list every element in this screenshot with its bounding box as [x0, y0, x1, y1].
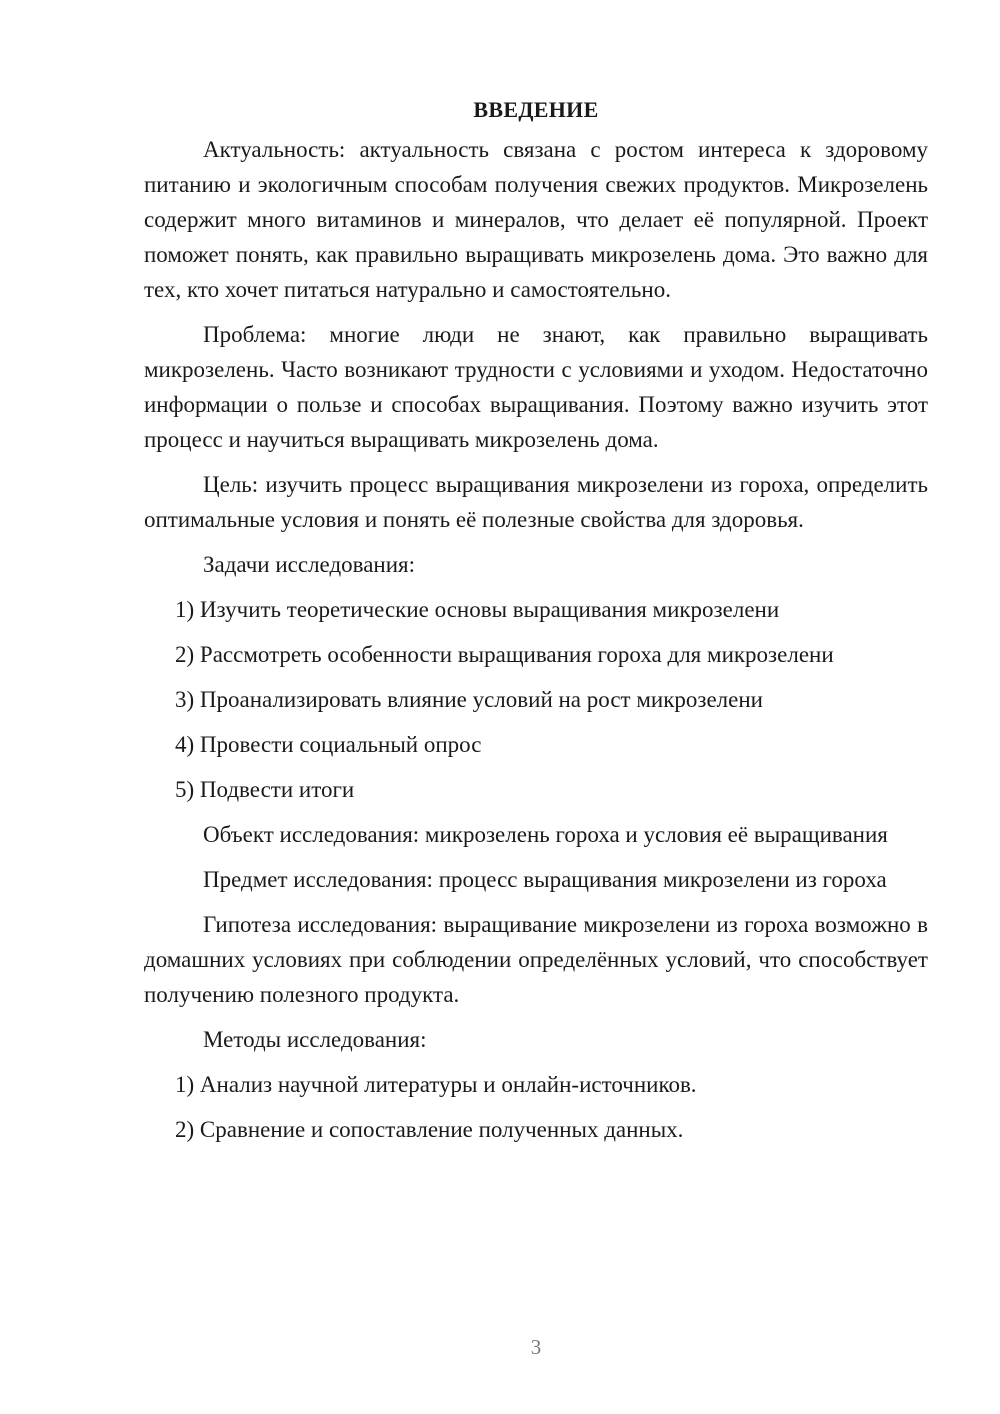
method-item: 2) Сравнение и сопоставление полученных данных. — [175, 1117, 684, 1142]
problem-paragraph: Проблема: многие люди не знают, как правильно выращивать микрозелень. Часто возникают трудности с условиями и уходом. Недостаточно информации о пользе и способах выращивания. Поэтому важно изучить этот процесс и научиться выращивать микрозелень дома. — [144, 322, 928, 452]
page-number: 3 — [530, 1335, 542, 1359]
task-item: 3) Проанализировать влияние условий на рост микрозелени — [175, 687, 763, 712]
subject-paragraph: Предмет исследования: процесс выращивания микрозелени из гороха — [203, 867, 887, 892]
tasks-heading: Задачи исследования: — [203, 552, 416, 577]
goal-paragraph: Цель: изучить процесс выращивания микрозелени из гороха, определить оптимальные условия и понять её полезные свойства для здоровья. — [144, 472, 928, 532]
task-item: 1) Изучить теоретические основы выращивания микрозелени — [175, 597, 780, 622]
object-paragraph: Объект исследования: микрозелень гороха и условия её выращивания — [203, 822, 888, 847]
methods-heading: Методы исследования: — [203, 1027, 427, 1052]
page-content — [144, 92, 928, 1147]
relevance-paragraph: Актуальность: актуальность связана с ростом интереса к здоровому питанию и экологичным способам получения свежих продуктов. Микрозелень содержит много витаминов и минералов, что делает её популярной. Проект поможет понять, как правильно выращивать микрозелень дома. Это важно для тех, кто хочет питаться натурально и самостоятельно. — [144, 137, 928, 302]
task-item: 2) Рассмотреть особенности выращивания гороха для микрозелени — [175, 642, 834, 667]
task-item: 4) Провести социальный опрос — [175, 732, 482, 757]
task-item: 5) Подвести итоги — [175, 777, 355, 802]
hypothesis-paragraph: Гипотеза исследования: выращивание микрозелени из гороха возможно в домашних условиях при соблюдении определённых условий, что способствует получению полезного продукта. — [144, 912, 928, 1007]
page-title: ВВЕДЕНИЕ — [473, 97, 599, 122]
method-item: 1) Анализ научной литературы и онлайн-источников. — [175, 1072, 697, 1097]
